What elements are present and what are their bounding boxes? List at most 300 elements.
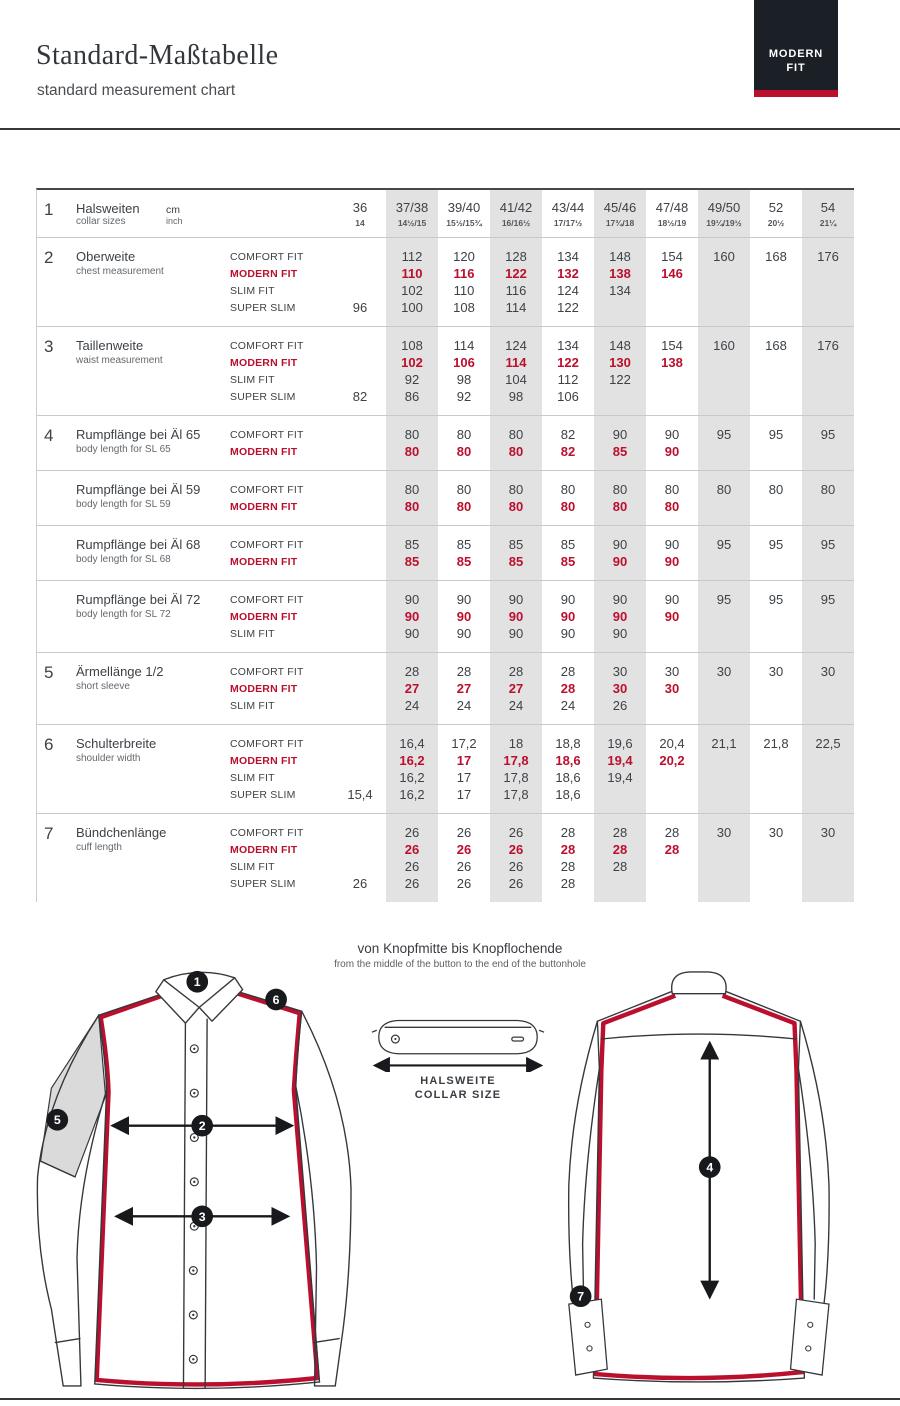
size-value: 28 <box>560 859 576 874</box>
bottom-divider-line <box>0 1398 900 1400</box>
size-value: 90 <box>664 444 680 459</box>
size-row <box>230 337 854 354</box>
size-value: 28 <box>612 842 628 857</box>
size-value: 26 <box>456 842 472 857</box>
size-row <box>230 354 854 371</box>
marker-5 <box>46 1109 68 1131</box>
size-value: 90 <box>508 609 524 624</box>
badge-line2: FIT <box>786 62 806 74</box>
fit-label: MODERN FIT <box>230 843 298 856</box>
size-value: 96 <box>352 300 368 315</box>
size-value: 15,4 <box>347 787 373 802</box>
size-value: 82 <box>560 444 576 459</box>
size-row <box>230 591 854 608</box>
half-sleeve-shaded-area <box>41 1015 106 1177</box>
size-value: 116 <box>453 266 475 281</box>
fit-label: SLIM FIT <box>230 627 275 640</box>
size-value: 90 <box>612 626 628 641</box>
badge-black-box <box>754 0 838 90</box>
size-value: 26 <box>352 876 368 891</box>
size-row <box>230 752 854 769</box>
fit-label: MODERN FIT <box>230 754 298 767</box>
size-value: 108 <box>401 338 423 353</box>
label-german: Halsweiten <box>76 201 140 216</box>
size-value: 28 <box>456 664 472 679</box>
size-value: 138 <box>609 266 631 281</box>
size-value: 176 <box>817 249 839 264</box>
size-value: 28 <box>612 859 628 874</box>
fit-label: COMFORT FIT <box>230 339 304 352</box>
size-value: 82 <box>560 427 576 442</box>
size-value: 21,1 <box>711 736 737 751</box>
measurement-section <box>37 415 854 470</box>
size-value: 80 <box>716 482 732 497</box>
size-value: 95 <box>768 537 784 552</box>
size-value: 28 <box>560 842 576 857</box>
svg-text:3: 3 <box>198 1209 206 1224</box>
size-value: 122 <box>557 300 579 315</box>
measurement-section <box>37 580 854 652</box>
size-value: 30 <box>612 664 628 679</box>
size-value: 90 <box>612 609 628 624</box>
size-value: 112 <box>557 372 579 387</box>
size-value: 16,2 <box>399 787 425 802</box>
collar-band-diagram <box>369 1010 547 1072</box>
size-value: 110 <box>401 266 423 281</box>
size-value: 90 <box>664 537 680 552</box>
size-value: 80 <box>820 482 836 497</box>
fit-label: SUPER SLIM <box>230 301 296 314</box>
fit-label: MODERN FIT <box>230 500 298 513</box>
size-row <box>230 858 854 875</box>
size-value: 90 <box>612 427 628 442</box>
size-value: 28 <box>508 664 524 679</box>
size-value: 85 <box>560 537 576 552</box>
marker-2 <box>191 1115 213 1137</box>
size-row <box>230 299 854 316</box>
size-value: 30 <box>768 825 784 840</box>
label-english: chest measurement <box>76 266 164 277</box>
size-value: 80 <box>404 444 420 459</box>
fit-label: COMFORT FIT <box>230 737 304 750</box>
size-row <box>230 697 854 714</box>
size-value: 80 <box>664 482 680 497</box>
size-value: 146 <box>661 266 683 281</box>
row-label <box>73 735 230 803</box>
label-german: Ärmellänge 1/2 <box>76 664 164 679</box>
label-german: Rumpflänge bei Äl 72 <box>76 592 201 607</box>
size-value: 90 <box>664 427 680 442</box>
label-english: shoulder width <box>76 753 141 764</box>
size-value: 124 <box>557 283 579 298</box>
fit-label: COMFORT FIT <box>230 250 304 263</box>
shirt-back-diagram <box>556 958 896 1392</box>
size-value: 124 <box>505 338 527 353</box>
row-number: 2 <box>44 248 54 267</box>
size-value: 86 <box>404 389 420 404</box>
size-row <box>230 481 854 498</box>
size-row <box>230 786 854 803</box>
collar-label-en: COLLAR SIZE <box>414 1089 502 1101</box>
fit-label: MODERN FIT <box>230 610 298 623</box>
size-value: 90 <box>404 592 420 607</box>
size-value: 22,5 <box>815 736 841 751</box>
size-value: 80 <box>508 499 524 514</box>
collar-size-value: 41/42 16/16½ <box>499 200 533 228</box>
size-value: 95 <box>768 592 784 607</box>
size-value: 148 <box>609 249 631 264</box>
svg-text:1: 1 <box>193 975 201 990</box>
size-value: 19,6 <box>607 736 633 751</box>
size-value: 30 <box>820 825 836 840</box>
size-value: 30 <box>820 664 836 679</box>
label-german: Rumpflänge bei Äl 68 <box>76 537 201 552</box>
size-value: 134 <box>557 338 579 353</box>
size-value: 122 <box>609 372 631 387</box>
size-value: 128 <box>505 249 527 264</box>
size-value: 28 <box>664 825 680 840</box>
size-value: 92 <box>404 372 420 387</box>
fit-label: SLIM FIT <box>230 373 275 386</box>
size-row <box>230 498 854 515</box>
top-divider-line <box>0 128 900 130</box>
size-row <box>230 625 854 642</box>
measurement-section <box>37 326 854 415</box>
row-label <box>73 481 230 515</box>
collar-size-value: 52 20½ <box>767 200 785 228</box>
label-german: Taillenweite <box>76 338 144 353</box>
label-english: body length for SL 68 <box>76 554 171 565</box>
row-label <box>73 426 230 460</box>
fit-label: SUPER SLIM <box>230 788 296 801</box>
fit-label: MODERN FIT <box>230 555 298 568</box>
size-value: 30 <box>664 664 680 679</box>
size-value: 27 <box>404 681 420 696</box>
size-value: 24 <box>508 698 524 713</box>
size-value: 122 <box>557 355 579 370</box>
fit-label: SLIM FIT <box>230 284 275 297</box>
size-value: 17,8 <box>503 753 529 768</box>
size-value: 85 <box>612 444 628 459</box>
size-value: 26 <box>508 876 524 891</box>
row-number: 1 <box>44 200 54 219</box>
size-value: 19,4 <box>607 770 633 785</box>
size-value: 80 <box>508 427 524 442</box>
size-value: 20,2 <box>659 753 685 768</box>
size-value: 30 <box>664 681 680 696</box>
size-value: 80 <box>508 482 524 497</box>
fit-label: COMFORT FIT <box>230 538 304 551</box>
size-value: 114 <box>505 355 527 370</box>
size-value: 106 <box>453 355 475 370</box>
size-value: 28 <box>664 842 680 857</box>
page-subtitle: standard measurement chart <box>37 82 236 99</box>
measurement-section <box>37 237 854 326</box>
size-value: 80 <box>404 427 420 442</box>
size-value: 80 <box>404 499 420 514</box>
size-value: 26 <box>456 876 472 891</box>
size-value: 90 <box>612 554 628 569</box>
row-number: 3 <box>44 337 54 356</box>
label-english: cuff length <box>76 842 122 853</box>
size-value: 112 <box>401 249 423 264</box>
size-value: 160 <box>713 249 735 264</box>
size-value: 26 <box>404 842 420 857</box>
fit-label: COMFORT FIT <box>230 665 304 678</box>
size-value: 134 <box>609 283 631 298</box>
fit-label: COMFORT FIT <box>230 428 304 441</box>
size-table <box>36 188 854 902</box>
size-value: 27 <box>508 681 524 696</box>
row-number <box>37 481 73 515</box>
size-row <box>230 553 854 570</box>
size-value: 168 <box>765 249 787 264</box>
collar-band-outline <box>372 1020 544 1053</box>
fit-label: MODERN FIT <box>230 356 298 369</box>
size-value: 16,2 <box>399 770 425 785</box>
size-value: 102 <box>401 355 423 370</box>
size-value: 134 <box>557 249 579 264</box>
size-value: 18,6 <box>555 753 581 768</box>
size-value: 80 <box>560 499 576 514</box>
collar-button <box>394 1038 396 1040</box>
size-value: 132 <box>557 266 579 281</box>
size-value: 104 <box>505 372 527 387</box>
size-row <box>230 608 854 625</box>
size-value: 28 <box>560 825 576 840</box>
size-value: 17,2 <box>451 736 477 751</box>
size-value: 90 <box>404 626 420 641</box>
size-value: 154 <box>661 249 683 264</box>
size-value: 17 <box>456 753 472 768</box>
label-german: Oberweite <box>76 249 136 264</box>
row-number: 4 <box>44 426 54 445</box>
size-value: 90 <box>508 626 524 641</box>
size-value: 28 <box>404 664 420 679</box>
row-number: 5 <box>44 663 54 682</box>
unit-inch: inch <box>166 216 183 226</box>
modern-fit-badge <box>754 0 838 97</box>
row-label <box>73 200 230 228</box>
size-value: 120 <box>453 249 475 264</box>
size-value: 18 <box>508 736 524 751</box>
collar-sizes-header-row <box>37 190 854 237</box>
size-value: 90 <box>664 609 680 624</box>
row-label <box>73 248 230 316</box>
size-value: 26 <box>456 825 472 840</box>
badge-line1: MODERN <box>768 48 824 60</box>
row-label <box>73 663 230 714</box>
collar-size-label <box>369 1074 547 1102</box>
fit-label: MODERN FIT <box>230 682 298 695</box>
size-value: 95 <box>716 592 732 607</box>
note-german: von Knopfmitte bis Knopflochende <box>357 941 563 956</box>
size-row <box>230 536 854 553</box>
size-row <box>230 769 854 786</box>
label-german: Bündchenlänge <box>76 825 167 840</box>
row-number <box>37 536 73 570</box>
size-value: 26 <box>508 859 524 874</box>
size-value: 26 <box>508 842 524 857</box>
note-english: from the middle of the button to the end of the buttonhole <box>334 959 586 970</box>
row-label <box>73 591 230 642</box>
collar-size-value: 49/50 19¼/19½ <box>706 200 742 228</box>
back-seam-highlight <box>595 996 802 1378</box>
svg-text:4: 4 <box>706 1160 714 1175</box>
fit-label: COMFORT FIT <box>230 483 304 496</box>
size-value: 85 <box>404 554 420 569</box>
size-value: 85 <box>456 537 472 552</box>
size-value: 122 <box>505 266 527 281</box>
size-row <box>230 841 854 858</box>
size-value: 85 <box>404 537 420 552</box>
size-value: 20,4 <box>659 736 685 751</box>
size-value: 154 <box>661 338 683 353</box>
size-value: 90 <box>456 592 472 607</box>
size-value: 80 <box>508 444 524 459</box>
size-row <box>230 680 854 697</box>
size-row <box>230 248 854 265</box>
size-value: 80 <box>404 482 420 497</box>
fit-label: COMFORT FIT <box>230 593 304 606</box>
label-english: body length for SL 59 <box>76 499 171 510</box>
size-value: 17,8 <box>503 787 529 802</box>
measurement-section <box>37 652 854 724</box>
size-value: 30 <box>716 664 732 679</box>
size-value: 108 <box>453 300 475 315</box>
size-value: 95 <box>716 427 732 442</box>
size-value: 26 <box>612 698 628 713</box>
size-value: 100 <box>401 300 423 315</box>
size-value: 24 <box>560 698 576 713</box>
size-value: 90 <box>456 609 472 624</box>
size-value: 90 <box>560 626 576 641</box>
measurement-section <box>37 525 854 580</box>
size-value: 17 <box>456 770 472 785</box>
measurement-section <box>37 724 854 813</box>
fit-label: SLIM FIT <box>230 699 275 712</box>
size-value: 95 <box>820 592 836 607</box>
size-value: 80 <box>612 482 628 497</box>
fit-label: SUPER SLIM <box>230 877 296 890</box>
badge-red-bar <box>754 90 838 97</box>
size-value: 30 <box>768 664 784 679</box>
size-value: 21,8 <box>763 736 789 751</box>
collar-size-value: 39/40 15½/15¾ <box>446 200 482 228</box>
size-value: 102 <box>401 283 423 298</box>
size-value: 30 <box>716 825 732 840</box>
shirt-front-diagram <box>8 950 353 1392</box>
row-number: 6 <box>44 735 54 754</box>
row-label <box>73 337 230 405</box>
back-collar-band <box>672 972 726 994</box>
marker-1 <box>186 971 208 993</box>
measurement-section <box>37 470 854 525</box>
row-number <box>37 591 73 642</box>
row-number: 7 <box>44 824 54 843</box>
size-row <box>230 282 854 299</box>
size-value: 18,6 <box>555 770 581 785</box>
size-value: 90 <box>612 537 628 552</box>
size-value: 28 <box>560 664 576 679</box>
size-row <box>230 875 854 892</box>
size-value: 26 <box>404 859 420 874</box>
size-value: 26 <box>404 876 420 891</box>
size-value: 28 <box>560 876 576 891</box>
size-value: 98 <box>508 389 524 404</box>
size-row <box>230 388 854 405</box>
unit-cm: cm <box>166 204 180 216</box>
size-value: 138 <box>661 355 683 370</box>
size-value: 80 <box>664 499 680 514</box>
size-value: 85 <box>456 554 472 569</box>
marker-4 <box>699 1156 721 1178</box>
size-value: 114 <box>505 300 527 315</box>
label-german: Rumpflänge bei Äl 65 <box>76 427 201 442</box>
fit-label: SUPER SLIM <box>230 390 296 403</box>
size-value: 18,8 <box>555 736 581 751</box>
svg-text:6: 6 <box>272 992 280 1007</box>
cuff-buttons <box>585 1322 813 1351</box>
size-value: 28 <box>612 825 628 840</box>
size-value: 92 <box>456 389 472 404</box>
size-value: 176 <box>817 338 839 353</box>
label-english: short sleeve <box>76 681 130 692</box>
size-value: 85 <box>508 537 524 552</box>
size-value: 90 <box>404 609 420 624</box>
collar-label-de: HALSWEITE <box>420 1075 496 1087</box>
fit-label: COMFORT FIT <box>230 826 304 839</box>
row-label <box>73 536 230 570</box>
size-value: 106 <box>557 389 579 404</box>
size-value: 16,4 <box>399 736 425 751</box>
size-value: 95 <box>820 537 836 552</box>
size-value: 98 <box>456 372 472 387</box>
size-value: 18,6 <box>555 787 581 802</box>
size-value: 17,8 <box>503 770 529 785</box>
size-row <box>230 426 854 443</box>
label-german: Schulterbreite <box>76 736 157 751</box>
collar-size-value: 45/46 17¾/18 <box>603 200 637 228</box>
collar-size-value: 37/38 14½/15 <box>395 200 429 228</box>
size-value: 90 <box>456 626 472 641</box>
size-value: 17 <box>456 787 472 802</box>
label-english: waist measurement <box>76 355 163 366</box>
collar-size-row <box>230 200 854 228</box>
label-english: body length for SL 65 <box>76 444 171 455</box>
size-value: 148 <box>609 338 631 353</box>
size-row <box>230 735 854 752</box>
collar-size-value: 36 14 <box>352 200 368 228</box>
size-value: 90 <box>664 592 680 607</box>
size-value: 80 <box>456 499 472 514</box>
size-value: 116 <box>505 283 527 298</box>
size-value: 26 <box>456 859 472 874</box>
page-title: Standard-Maßtabelle <box>36 40 279 71</box>
size-value: 19,4 <box>607 753 633 768</box>
collar-size-value: 54 21¼ <box>819 200 837 228</box>
label-english: collar sizes <box>76 216 126 227</box>
size-value: 24 <box>456 698 472 713</box>
size-row <box>230 663 854 680</box>
size-value: 90 <box>664 554 680 569</box>
row-label <box>73 824 230 892</box>
collar-size-value: 43/44 17/17½ <box>551 200 585 228</box>
placket-buttons <box>189 1045 198 1363</box>
size-value: 130 <box>609 355 631 370</box>
svg-text:2: 2 <box>198 1119 206 1134</box>
size-row <box>230 265 854 282</box>
